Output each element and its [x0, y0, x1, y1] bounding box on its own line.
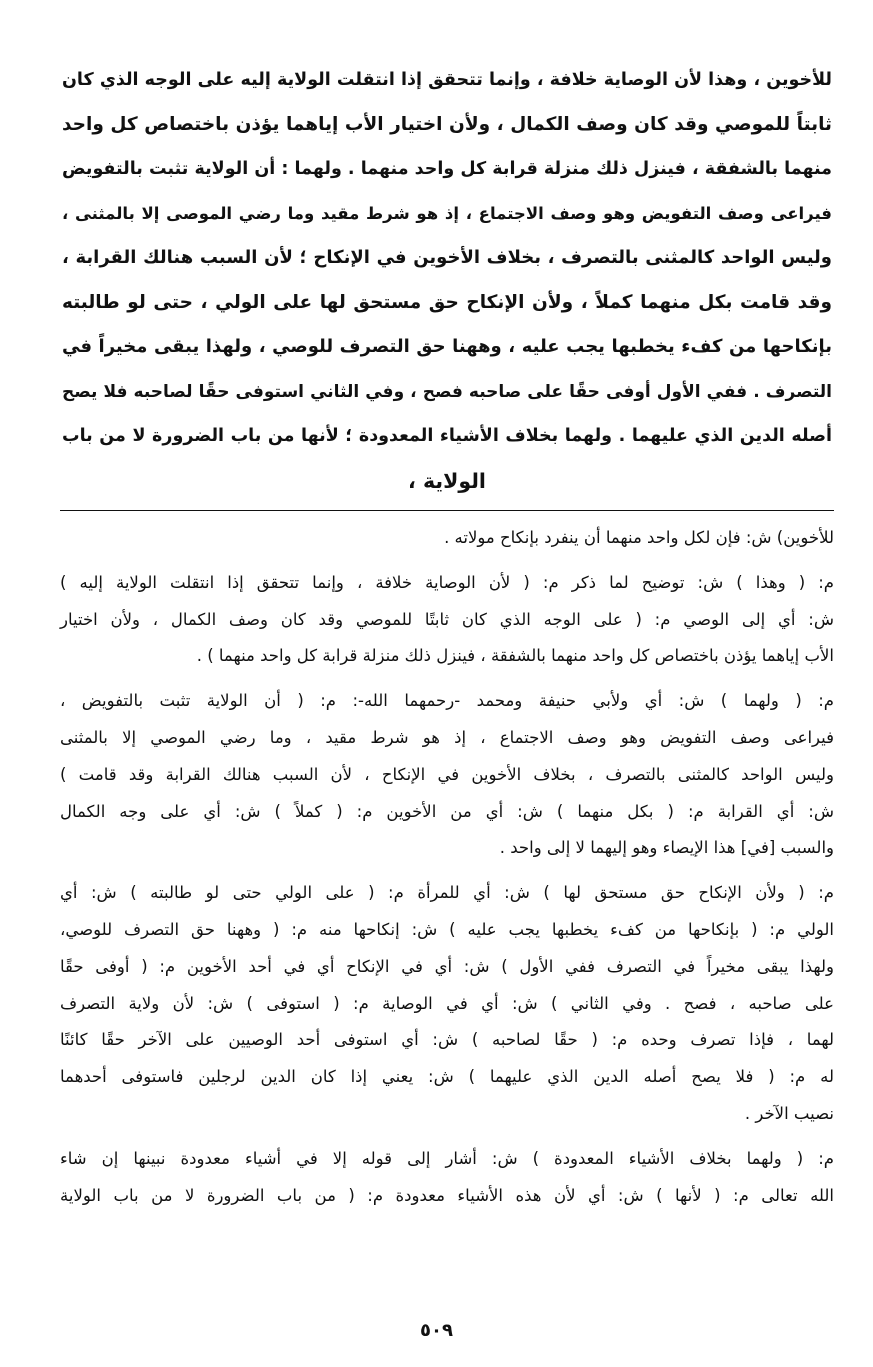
main-text-line: بإنكاحها من كفء يخطبها يجب عليه ، وههنا حق التصرف للوصي ، ولهذا يبقى مخيراً في — [62, 336, 832, 357]
commentary-paragraph — [60, 565, 834, 675]
commentary-paragraph — [60, 1141, 834, 1215]
commentary-line: لهما ، فإذا تصرف وحده م: ( حقًا لصاحبه ) ش: أي استوفى أحد الوصيين على الآخر حقًا كائنًا — [60, 1030, 834, 1050]
commentary-line: م: ( وهذا ) ش: توضيح لما ذكر م: ( لأن الوصاية خلافة ، وإنما تتحقق إذا انتقلت الولاية إليه ) — [60, 572, 834, 592]
commentary-block — [60, 520, 834, 1222]
section-divider — [60, 510, 834, 511]
commentary-line: فيراعى وصف التفويض وهو وصف الاجتماع ، إذ هو شرط مقيد ، وما رضي الموصي إلا بالمثنى — [60, 727, 834, 747]
main-text-block — [62, 58, 832, 503]
commentary-line: للأخوين) ش: فإن لكل واحد منهما أن ينفرد بإنكاح مولاته . — [444, 528, 834, 547]
commentary-line: الله تعالى م: ( لأنها ) ش: أي لأن هذه الأشياء معدودة م: ( من باب الضرورة لا من باب الولاية — [60, 1185, 834, 1205]
commentary-line: الأب إياهما يؤذن باختصاص كل واحد منهما بالشفقة ، فينزل ذلك منزلة قرابة كل واحد منهما ) . — [196, 646, 834, 666]
commentary-paragraph — [60, 875, 834, 1133]
main-text-line: وليس الواحد كالمثنى بالتصرف ، بخلاف الأخوين في الإنكاح ؛ لأن السبب هنالك القرابة ، — [62, 247, 832, 268]
commentary-line: والسبب [في] هذا الإيصاء وهو إليهما لا إلى واحد . — [499, 838, 834, 858]
commentary-line: ولهذا يبقى مخيراً في التصرف ففي الأول ) ش: أي في الإنكاح أي في أحد الأخوين م: ( أوفى حقًا — [60, 956, 834, 976]
commentary-line: ش: أي القرابة م: ( بكل منهما ) ش: أي من الأخوين م: ( كملاً ) ش: أي على وجه الكمال — [60, 801, 834, 821]
main-text-line: التصرف . ففي الأول أوفى حقًا على صاحبه فصح ، وفي الثاني استوفى حقًا لصاحبه فلا يصح — [62, 381, 832, 402]
main-text-line: أصله الدين الذي عليهما . ولهما بخلاف الأشياء المعدودة ؛ لأنها من باب الضرورة لا من باب — [62, 426, 832, 446]
commentary-line: م: ( ولأن الإنكاح حق مستحق لها ) ش: أي للمرأة م: ( على الولي حتى لو طالبته ) ش: أي — [60, 883, 834, 903]
commentary-line: نصيب الآخر . — [744, 1103, 834, 1123]
page-number: ٥٠٩ — [420, 1320, 453, 1341]
commentary-line: م: ( ولهما ) ش: أي ولأبي حنيفة ومحمد -رحمهما الله-: م: ( أن الولاية تثبت بالتفويض ، — [60, 691, 834, 711]
main-text-line: ثابتاً للموصي وقد كان وصف الكمال ، ولأن اختيار الأب إياهما يؤذن باختصاص كل واحد — [62, 113, 832, 135]
commentary-paragraph — [60, 683, 834, 867]
commentary-paragraph — [60, 520, 834, 557]
main-text-line: منهما بالشفقة ، فينزل ذلك منزلة قرابة كل واحد منهما . ولهما : أن الولاية تثبت بالتفويض — [62, 159, 832, 179]
commentary-line: على صاحبه ، فصح . وفي الثاني ) ش: أي في الوصاية م: ( استوفى ) ش: لأن ولاية التصرف — [60, 993, 834, 1013]
commentary-line: م: ( ولهما بخلاف الأشياء المعدودة ) ش: أشار إلى قوله إلا في أشياء معدودة نبينها إن شاء — [60, 1148, 834, 1168]
commentary-line: وليس الواحد كالمثنى بالتصرف ، بخلاف الأخوين في الإنكاح ، لأن السبب هنالك القرابة وقد قامت ) — [60, 764, 834, 784]
main-text-line: وقد قامت بكل منهما كملاً ، ولأن الإنكاح حق مستحق لها على الولي ، حتى لو طالبته — [62, 291, 832, 313]
main-text-line: للأخوين ، وهذا لأن الوصاية خلافة ، وإنما تتحقق إذا انتقلت الولاية إليه على الوجه الذي كان — [62, 70, 832, 90]
commentary-line: الولي م: ( بإنكاحها من كفء يخطبها يجب عليه ) ش: إنكاحها منه م: ( وههنا حق التصرف للوصي، — [60, 919, 834, 939]
main-text-line: الولاية ، — [408, 468, 486, 493]
commentary-line: له م: ( فلا يصح أصله الدين الذي عليهما ) ش: يعني إذا كان الدين لرجلين فاستوفى أحدهما — [60, 1067, 834, 1087]
main-text-line: فيراعى وصف التفويض وهو وصف الاجتماع ، إذ هو شرط مقيد وما رضي الموصى إلا بالمثنى ، — [62, 203, 832, 223]
commentary-line: ش: أي إلى الوصي م: ( على الوجه الذي كان ثابتًا للموصي وقد كان وصف الكمال ، ولأن اختيار — [60, 609, 834, 629]
